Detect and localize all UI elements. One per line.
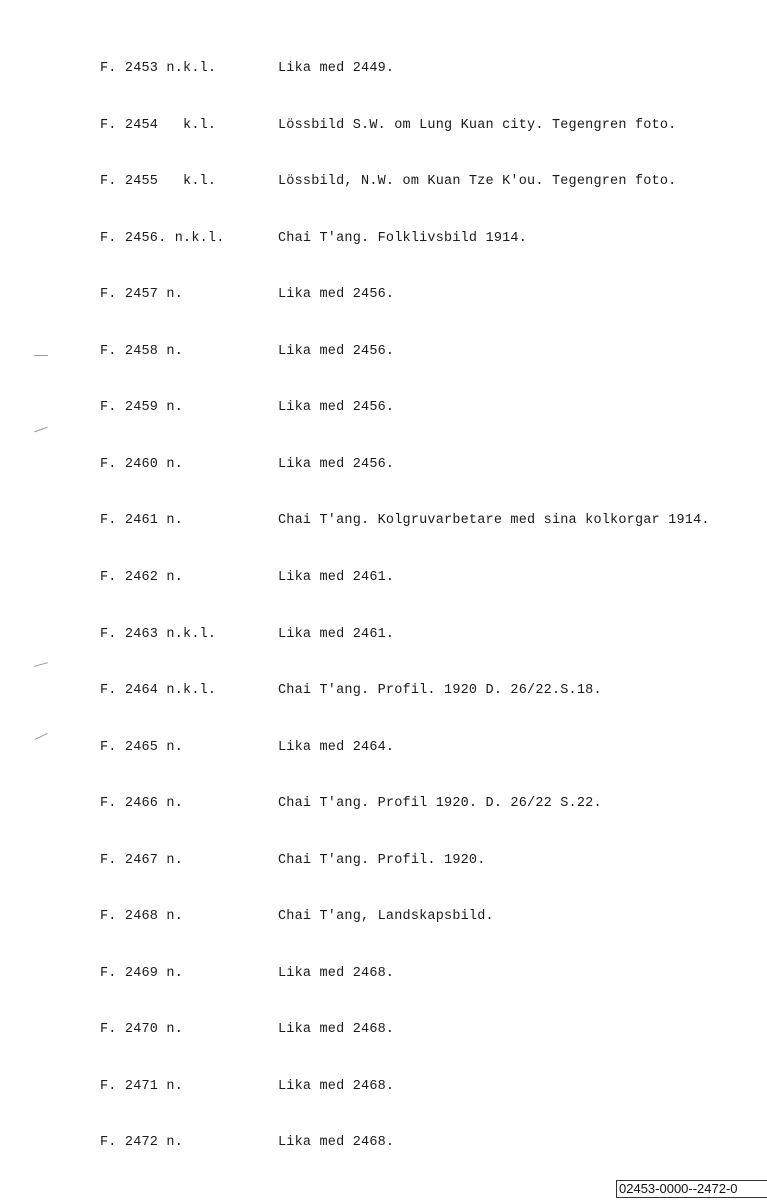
catalog-number: F. 2472 n. <box>100 1135 184 1150</box>
catalog-entry <box>0 509 767 533</box>
catalog-number: F. 2455 k.l. <box>100 174 217 189</box>
catalog-number: F. 2459 n. <box>100 400 184 415</box>
catalog-number: F. 2466 n. <box>100 796 184 811</box>
catalog-entry <box>0 792 767 816</box>
catalog-entry <box>0 736 767 760</box>
catalog-entry <box>0 962 767 986</box>
catalog-number: F. 2460 n. <box>100 457 184 472</box>
entry-description: Lika med 2456. <box>278 344 395 359</box>
entry-description: Lika med 2464. <box>278 740 395 755</box>
catalog-number: F. 2470 n. <box>100 1022 184 1037</box>
entry-description: Lika med 2449. <box>278 61 395 76</box>
catalog-number: F. 2469 n. <box>100 966 184 981</box>
entry-description: Lika med 2461. <box>278 570 395 585</box>
entry-description: Chai T'ang. Profil. 1920 D. 26/22.S.18. <box>278 683 602 698</box>
catalog-entry <box>0 57 767 81</box>
catalog-number: F. 2454 k.l. <box>100 118 217 133</box>
catalog-number: F. 2464 n.k.l. <box>100 683 217 698</box>
catalog-entry <box>0 1131 767 1155</box>
margin-mark <box>34 662 48 667</box>
catalog-number: F. 2456. n.k.l. <box>100 231 225 246</box>
entry-description: Chai T'ang. Profil. 1920. <box>278 853 486 868</box>
entry-description: Chai T'ang. Profil 1920. D. 26/22 S.22. <box>278 796 602 811</box>
archive-id-label: 02453-0000--2472-0 <box>616 1180 767 1198</box>
catalog-entry <box>0 453 767 477</box>
catalog-entry <box>0 1075 767 1099</box>
catalog-number: F. 2463 n.k.l. <box>100 627 217 642</box>
entry-description: Chai T'ang. Folklivsbild 1914. <box>278 231 528 246</box>
catalog-entry <box>0 340 767 364</box>
catalog-number: F. 2458 n. <box>100 344 184 359</box>
margin-mark <box>34 355 48 356</box>
entry-description: Lika med 2468. <box>278 966 395 981</box>
catalog-entry <box>0 679 767 703</box>
entry-description: Lika med 2468. <box>278 1022 395 1037</box>
catalog-number: F. 2461 n. <box>100 513 184 528</box>
catalog-number: F. 2465 n. <box>100 740 184 755</box>
entry-description: Chai T'ang. Kolgruvarbetare med sina kolkorgar 1914. <box>278 513 710 528</box>
entry-description: Lika med 2456. <box>278 287 395 302</box>
catalog-entry <box>0 623 767 647</box>
catalog-entry <box>0 566 767 590</box>
entry-description: Lika med 2456. <box>278 457 395 472</box>
entry-description: Lössbild S.W. om Lung Kuan city. Tegengren foto. <box>278 118 677 133</box>
entry-description: Lössbild, N.W. om Kuan Tze K'ou. Tegengren foto. <box>278 174 677 189</box>
entry-description: Lika med 2456. <box>278 400 395 415</box>
catalog-entry <box>0 170 767 194</box>
catalog-entry <box>0 849 767 873</box>
entry-description: Chai T'ang, Landskapsbild. <box>278 909 494 924</box>
catalog-entry <box>0 905 767 929</box>
catalog-number: F. 2462 n. <box>100 570 184 585</box>
catalog-entry <box>0 114 767 138</box>
catalog-number: F. 2453 n.k.l. <box>100 61 217 76</box>
catalog-entry <box>0 227 767 251</box>
margin-mark <box>34 427 47 433</box>
catalog-number: F. 2468 n. <box>100 909 184 924</box>
catalog-entry <box>0 396 767 420</box>
entry-description: Lika med 2468. <box>278 1079 395 1094</box>
catalog-number: F. 2457 n. <box>100 287 184 302</box>
catalog-entry <box>0 1018 767 1042</box>
entry-description: Lika med 2468. <box>278 1135 395 1150</box>
catalog-number: F. 2467 n. <box>100 853 184 868</box>
catalog-number: F. 2471 n. <box>100 1079 184 1094</box>
entry-description: Lika med 2461. <box>278 627 395 642</box>
catalog-entry <box>0 283 767 307</box>
